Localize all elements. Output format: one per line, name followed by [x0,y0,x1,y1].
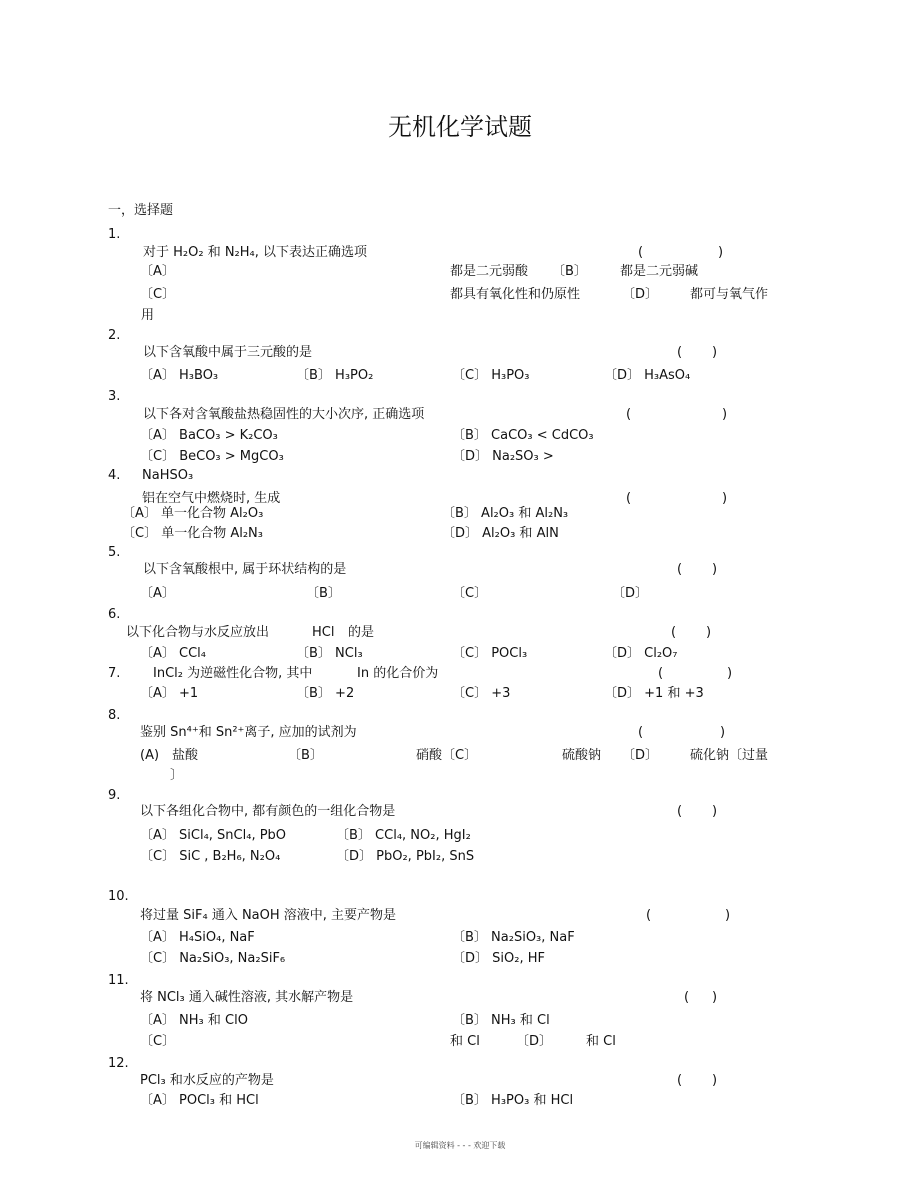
option-a: 〔A〕 CCl₄ [140,646,207,661]
question-stem: 将 NCl₃ 通入碱性溶液, 其水解产物是 [140,990,354,1005]
answer-paren-open: ( [677,345,683,360]
answer-paren-open: ( [626,491,632,506]
option-a: 〔A〕 +1 [140,686,199,701]
answer-paren-close: ) [727,666,733,681]
option-c: 〔C〕 Na₂SiO₃, Na₂SiF₆ [140,951,286,966]
answer-paren-open: ( [626,407,632,422]
answer-paren-open: ( [638,245,644,260]
answer-paren-close: ) [722,491,728,506]
option-d: 〔D〕 PbO₂, PbI₂, SnS [336,849,475,864]
option-d: 〔D〕 SiO₂, HF [452,951,545,966]
question-number: 6. [108,607,121,622]
question-number: 7. [108,666,121,681]
option-d-text: 硫化钠〔过量 [690,748,769,763]
option-b-text: 都是二元弱碱 [620,264,699,279]
option-a: 〔A〕 单一化合物 Al₂O₃ [122,506,264,521]
answer-paren-close: ) [718,245,724,260]
question-stem-formula: HCl [312,625,335,640]
option-d: 〔D〕 [622,287,659,302]
option-d: 〔D〕 H₃AsO₄ [604,368,691,383]
question-stem: 以下含氧酸中属于三元酸的是 [143,345,313,360]
option-b: 〔B〕 NCl₃ [296,646,363,661]
option-b: 〔B〕 Al₂O₃ 和 Al₂N₃ [442,506,569,521]
option-b: 〔B〕 H₃PO₂ [296,368,374,383]
option-d: 〔D〕 Al₂O₃ 和 AlN [442,526,559,541]
option-d-text: 和 Cl [586,1034,616,1049]
question-stem: PCl₃ 和水反应的产物是 [140,1073,274,1088]
option-a: 〔A〕 NH₃ 和 ClO [140,1013,248,1028]
question-number: 11. [108,973,129,988]
answer-paren-open: ( [677,1073,683,1088]
answer-paren-open: ( [658,666,664,681]
option-a: (A) [140,748,160,763]
answer-paren-close: ) [712,1073,718,1088]
option-c: 〔C〕 [452,586,488,601]
answer-paren-open: ( [646,908,652,923]
section-heading: 一，选择题 [108,203,174,218]
option-d-text: 都可与氧气作 [690,287,769,302]
option-a: 〔A〕 POCl₃ 和 HCl [140,1093,259,1108]
option-d: 〔D〕 [612,586,649,601]
question-stem: 鉴别 Sn⁴⁺和 Sn²⁺离子, 应加的试剂为 [140,725,357,740]
page-footer: 可编辑资料 - - - 欢迎下载 [414,1141,506,1150]
question-number: 4. [108,468,121,483]
option-a: 〔A〕 SiCl₄, SnCl₄, PbO [140,828,287,843]
answer-paren-close: ) [712,990,718,1005]
answer-paren-close: ) [720,725,726,740]
option-continuation: 用 [141,308,155,323]
option-b: 〔B〕 CaCO₃ < CdCO₃ [452,428,594,443]
question-stem-end: 的是 [348,625,375,640]
option-b: 〔B〕 H₃PO₃ 和 HCl [452,1093,574,1108]
question-stem: 铝在空气中燃烧时, 生成 [142,491,281,506]
question-number: 12. [108,1056,129,1071]
option-b: 〔B〕 +2 [296,686,355,701]
document-title: 无机化学试题 [388,113,532,141]
question-stem: 以下化合物与水反应放出 [126,625,270,640]
option-b: 〔B〕 CCl₄, NO₂, HgI₂ [336,828,471,843]
option-continuation: 〕 [170,768,184,783]
question-stem: InCl₂ 为逆磁性化合物, 其中 [153,666,313,681]
question-number: 5. [108,545,121,560]
question-number: 2. [108,328,121,343]
option-b: 〔B〕 Na₂SiO₃, NaF [452,930,575,945]
option-d: 〔D〕 [516,1034,553,1049]
question-stem: 以下含氧酸根中, 属于环状结构的是 [143,562,347,577]
question-number: 9. [108,788,121,803]
option-c: 〔C〕 +3 [452,686,511,701]
option-c-text: 和 Cl [450,1034,480,1049]
answer-paren-open: ( [638,725,644,740]
question-number: 10. [108,889,129,904]
option-c: 〔C〕 BeCO₃ > MgCO₃ [140,449,284,464]
option-a: 〔A〕 [140,264,175,279]
option-c: 〔C〕 SiC , B₂H₆, N₂O₄ [140,849,281,864]
option-d: 〔D〕 +1 和 +3 [604,686,704,701]
question-number: 8. [108,708,121,723]
answer-paren-close: ) [712,345,718,360]
option-a-text: 都是二元弱酸 [450,264,529,279]
option-c: 〔C〕 单一化合物 Al₂N₃ [122,526,263,541]
answer-paren-close: ) [722,407,728,422]
answer-paren-open: ( [677,562,683,577]
question-stem: 以下各组化合物中, 都有颜色的一组化合物是 [140,804,396,819]
option-c-text: 都具有氧化性和仍原性 [450,287,581,302]
answer-paren-open: ( [677,804,683,819]
option-a: 〔A〕 [140,586,175,601]
question-stem: 将过量 SiF₄ 通入 NaOH 溶液中, 主要产物是 [140,908,397,923]
option-b: 〔B〕 NH₃ 和 Cl [452,1013,550,1028]
option-c-text: 硫酸钠 [562,748,602,763]
option-d: 〔D〕 [622,748,659,763]
option-d: 〔D〕 Na₂SO₃ > [452,449,554,464]
option-c: 〔C〕 [140,1034,176,1049]
question-stem: 以下各对含氧酸盐热稳固性的大小次序, 正确选项 [143,407,425,422]
option-c: 〔C〕 [140,287,176,302]
option-a-text: 盐酸 [172,748,199,763]
question-stem-end: In 的化合价为 [357,666,439,681]
answer-paren-open: ( [684,990,690,1005]
option-b: 〔B〕 [552,264,587,279]
answer-paren-close: ) [706,625,712,640]
answer-paren-close: ) [712,562,718,577]
question-number: 3. [108,389,121,404]
option-c: 〔C〕 H₃PO₃ [452,368,530,383]
answer-paren-close: ) [725,908,731,923]
option-c: 〔C〕 POCl₃ [452,646,528,661]
option-d: 〔D〕 Cl₂O₇ [604,646,678,661]
option-a: 〔A〕 H₄SiO₄, NaF [140,930,255,945]
option-a: 〔A〕 H₃BO₃ [140,368,219,383]
option-a: 〔A〕 BaCO₃ > K₂CO₃ [140,428,278,443]
option-b-text: 硝酸〔C〕 [416,748,478,763]
question-stem: 对于 H₂O₂ 和 N₂H₄, 以下表达正确选项 [143,245,368,260]
option-b: 〔B〕 [306,586,341,601]
answer-paren-open: ( [671,625,677,640]
question-number: 1. [108,227,121,242]
option-d-continuation: NaHSO₃ [142,468,194,483]
option-b: 〔B〕 [288,748,323,763]
answer-paren-close: ) [712,804,718,819]
